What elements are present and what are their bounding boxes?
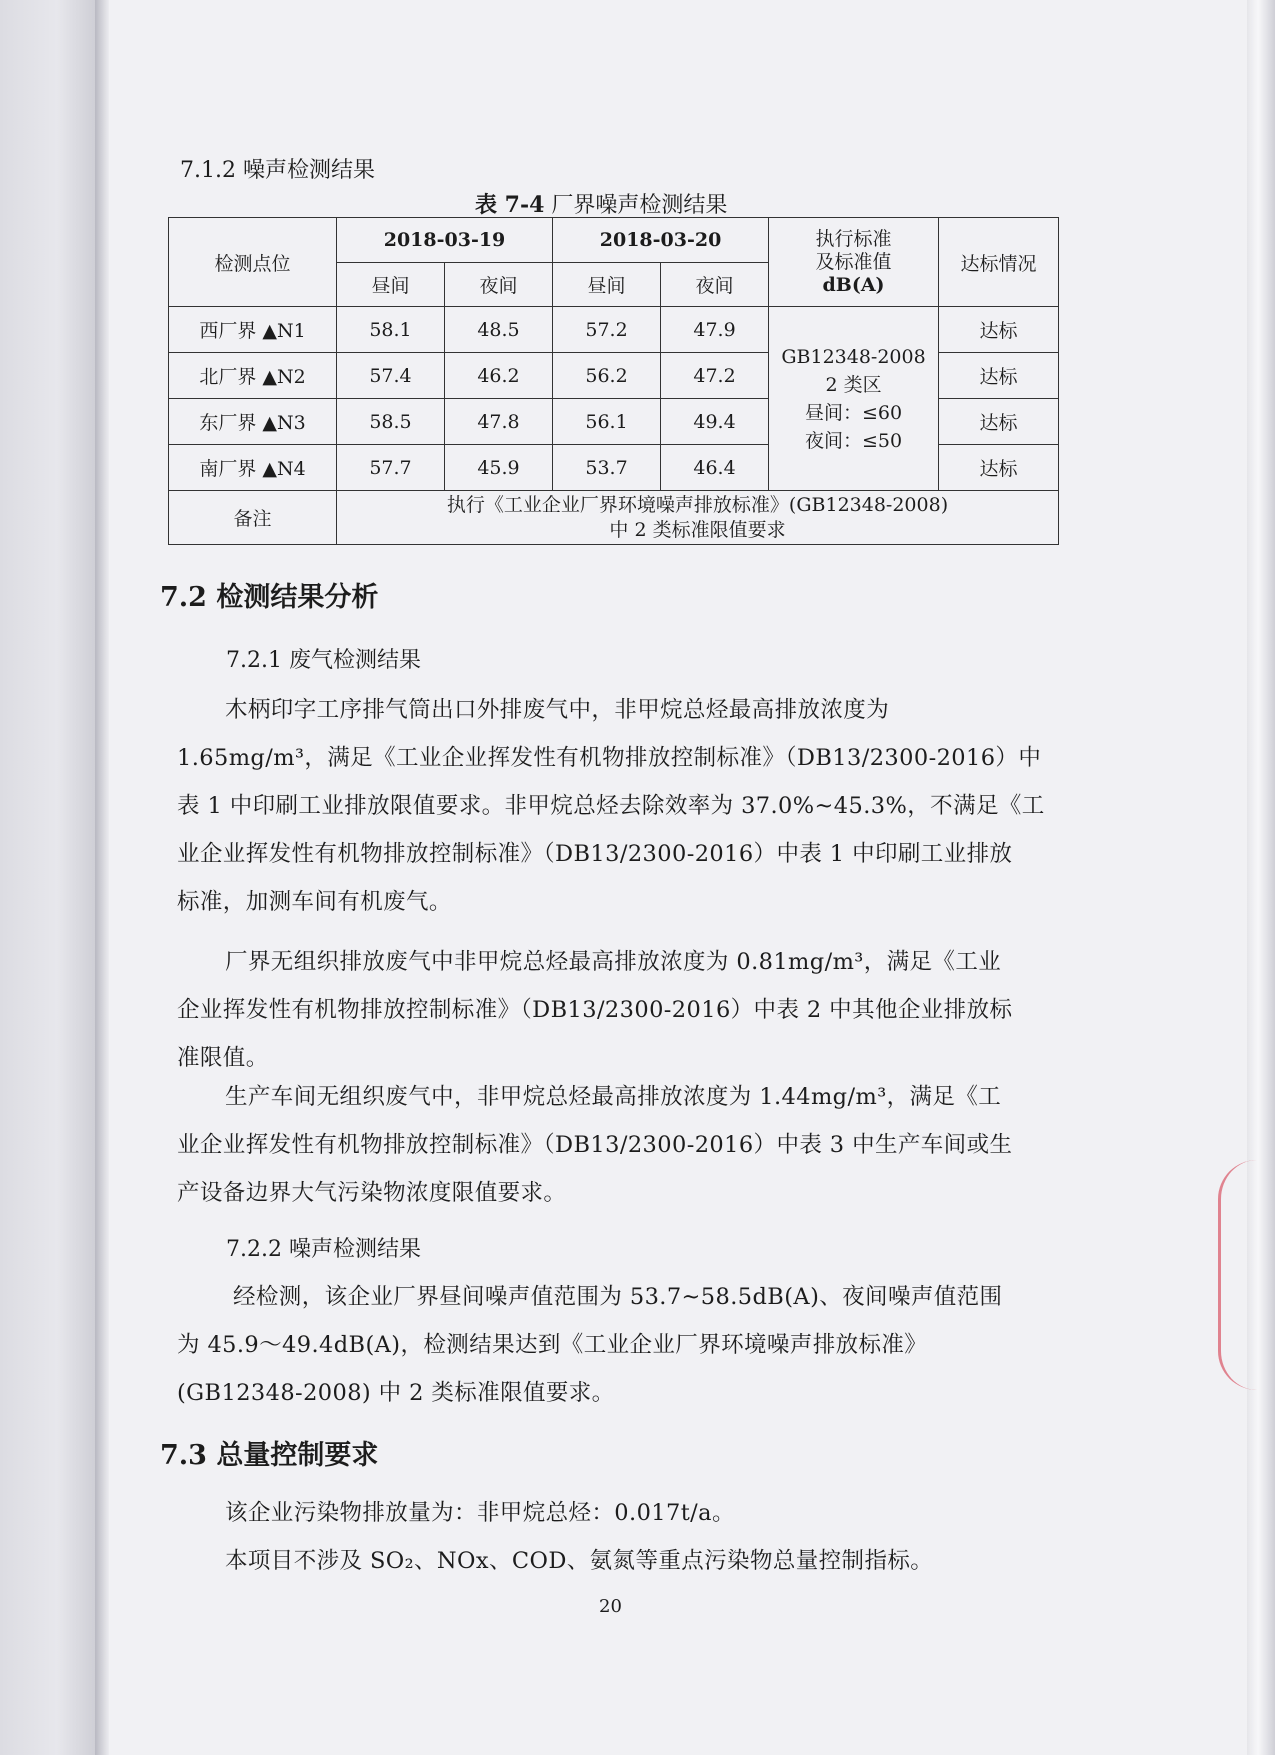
header-status: 达标情况 [939,218,1059,307]
standard-line: 昼间：≤60 [804,401,903,424]
remark-text [337,491,1059,545]
binding-spine [95,0,109,1755]
cell-status: 达标 [939,399,1059,445]
cell-value: 47.8 [445,399,553,445]
document-page [109,0,1247,1755]
noise-results-table [168,217,1059,545]
table-caption [475,188,727,219]
cell-point: 南厂界 ▲N4 [169,445,337,491]
cell-value: 47.2 [661,353,769,399]
cell-value: 57.7 [337,445,445,491]
cell-value: 56.1 [553,399,661,445]
text-line: 本项目不涉及 SO₂、NOx、COD、氨氮等重点污染物总量控制指标。 [225,1548,934,1574]
header-point: 检测点位 [169,218,337,307]
paragraph-total-control [177,1489,1067,1585]
section-heading-7-2-1: 7.2.1 废气检测结果 [226,648,421,673]
standard-line: GB12348-2008 [781,345,926,368]
remark-line: 执行《工业企业厂界环境噪声排放标准》(GB12348-2008) [446,493,949,516]
table-row [169,307,1059,353]
cell-status: 达标 [939,353,1059,399]
remark-label: 备注 [169,491,337,545]
text-line: 木柄印字工序排气筒出口外排废气中，非甲烷总烃最高排放浓度为 [225,697,890,723]
cell-point: 北厂界 ▲N2 [169,353,337,399]
section-heading-7-1-2: 7.1.2 噪声检测结果 [180,158,375,183]
text-line: 1.65mg/m³，满足《工业企业挥发性有机物排放控制标准》（DB13/2300-2016）中 [177,745,1042,771]
text-line: 厂界无组织排放废气中非甲烷总烃最高排放浓度为 0.81mg/m³，满足《工业 [225,949,1002,975]
cell-value: 58.1 [337,307,445,353]
cell-value: 45.9 [445,445,553,491]
cell-value: 48.5 [445,307,553,353]
facing-page-edge [0,0,95,1755]
text-line: 该企业污染物排放量为：非甲烷总烃：0.017t/a。 [225,1500,735,1526]
paragraph-exhaust-outlet [177,686,1067,926]
text-line: 标准，加测车间有机废气。 [177,889,452,915]
header-date-2: 2018-03-20 [553,218,769,263]
section-heading-7-2: 7.2 检测结果分析 [160,582,379,613]
paragraph-workshop-fugitive [177,1073,1067,1217]
header-night: 夜间 [445,263,553,307]
cell-standard-value [769,307,939,491]
standard-line: 夜间：≤50 [804,429,903,452]
header-standard-line: 及标准值 [815,250,892,273]
text-line: 为 45.9～49.4dB(A)，检测结果达到《工业企业厂界环境噪声排放标准》 [177,1332,928,1358]
table-caption-title: 厂界噪声检测结果 [551,193,728,218]
header-standard-line: 执行标准 [815,227,892,250]
header-day: 昼间 [553,263,661,307]
text-line: 产设备边界大气污染物浓度限值要求。 [177,1180,567,1206]
cell-value: 46.2 [445,353,553,399]
text-line: 业企业挥发性有机物排放控制标准》（DB13/2300-2016）中表 3 中生产车间或生 [177,1132,1013,1158]
cell-value: 47.9 [661,307,769,353]
table-row-remark [169,491,1059,545]
header-day: 昼间 [337,263,445,307]
cell-value: 46.4 [661,445,769,491]
header-standard [769,218,939,307]
standard-line: 2 类区 [825,373,882,396]
header-night: 夜间 [661,263,769,307]
cell-point: 西厂界 ▲N1 [169,307,337,353]
text-line: 表 1 中印刷工业排放限值要求。非甲烷总烃去除效率为 37.0%~45.3%，不满足《工 [177,793,1045,819]
cell-value: 57.4 [337,353,445,399]
cell-value: 56.2 [553,353,661,399]
cell-value: 49.4 [661,399,769,445]
text-line: 经检测，该企业厂界昼间噪声值范围为 53.7~58.5dB(A)、夜间噪声值范围 [233,1284,1003,1310]
text-line: 准限值。 [177,1045,269,1071]
header-date-1: 2018-03-19 [337,218,553,263]
cell-value: 57.2 [553,307,661,353]
text-line: 企业挥发性有机物排放控制标准》（DB13/2300-2016）中表 2 中其他企业排放标 [177,997,1013,1023]
text-line: (GB12348-2008) 中 2 类标准限值要求。 [177,1380,615,1406]
page-number: 20 [599,1596,622,1617]
table-caption-number: 表 7-4 [475,192,545,218]
section-heading-7-2-2: 7.2.2 噪声检测结果 [226,1237,421,1262]
remark-line: 中 2 类标准限值要求 [609,518,786,541]
section-heading-7-3: 7.3 总量控制要求 [160,1440,379,1471]
cell-status: 达标 [939,445,1059,491]
paragraph-boundary-fugitive [177,938,1067,1082]
cell-status: 达标 [939,307,1059,353]
paragraph-noise-result [177,1273,1067,1417]
page-stack-edge [1247,0,1275,1755]
cell-value: 58.5 [337,399,445,445]
cell-point: 东厂界 ▲N3 [169,399,337,445]
cell-value: 53.7 [553,445,661,491]
text-line: 业企业挥发性有机物排放控制标准》（DB13/2300-2016）中表 1 中印刷工业排放 [177,841,1013,867]
text-line: 生产车间无组织废气中，非甲烷总烃最高排放浓度为 1.44mg/m³，满足《工 [225,1084,1002,1110]
header-standard-unit: dB(A) [822,273,885,296]
